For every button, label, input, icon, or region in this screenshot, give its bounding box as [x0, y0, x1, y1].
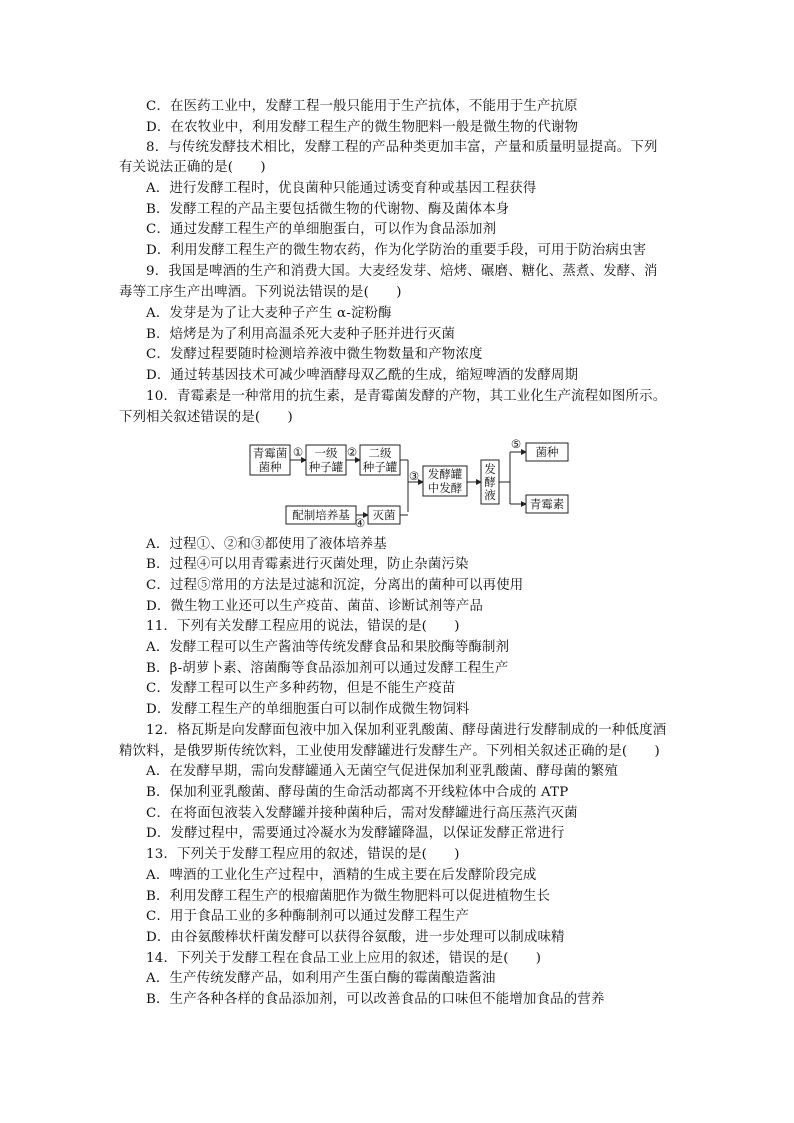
q13-option-c: C．用于食品工业的多种酶制剂可以通过发酵工程生产: [146, 909, 470, 924]
box-strain-recovered: [526, 443, 568, 461]
q12-stem: 12．格瓦斯是向发酵面包液中加入保加利亚乳酸菌、酵母菌进行发酵制成的一种低度酒: [146, 723, 667, 738]
q10-option-a: A．过程①、②和③都使用了液体培养基: [146, 537, 387, 552]
q12-option-a: A．在发酵早期，需向发酵罐通入无菌空气促进保加利亚乳酸菌、酵母菌的繁殖: [146, 764, 618, 779]
q13-option-d: D．由谷氨酸棒状杆菌发酵可以获得谷氨酸，进一步处理可以制成味精: [146, 930, 565, 945]
box-secondary-seed-tank: [360, 445, 400, 475]
q14-stem: 14．下列关于发酵工程在食品工业上应用的叙述，错误的是( ): [146, 951, 542, 966]
q12-option-c: C．在将面包液装入发酵罐并接种菌种后，需对发酵罐进行高压蒸汽灭菌: [146, 806, 578, 821]
q9-option-c: C．发酵过程要随时检测培养液中微生物数量和产物浓度: [146, 347, 483, 362]
svg-text:灭菌: 灭菌: [372, 508, 396, 522]
svg-text:种子罐: 种子罐: [308, 460, 344, 474]
svg-text:酵: 酵: [484, 475, 496, 489]
svg-text:液: 液: [484, 488, 496, 502]
q9-option-b: B．焙烤是为了利用高温杀死大麦种子胚并进行灭菌: [146, 327, 456, 342]
q8-option-d: D．利用发酵工程生产的微生物农药，作为化学防治的重要手段，可用于防治病虫害: [146, 243, 647, 258]
svg-text:一级: 一级: [314, 446, 338, 460]
q14-option-b: B．生产各种各样的食品添加剂，可以改善食品的口味但不能增加食品的营养: [146, 992, 605, 1007]
svg-text:发酵罐: 发酵罐: [427, 467, 463, 481]
svg-text:青霉素: 青霉素: [529, 497, 565, 511]
q9-stem-cont: 毒等工序生产出啤酒。下列说法错误的是( ): [119, 285, 402, 300]
q7-option-c: C．在医药工业中，发酵工程一般只能用于生产抗体，不能用于生产抗原: [146, 99, 578, 114]
svg-text:二级: 二级: [368, 446, 392, 460]
box-prepare-medium: [286, 506, 356, 524]
q8-option-c: C．通过发酵工程生产的单细胞蛋白，可以作为食品添加剂: [146, 222, 497, 237]
svg-text:配制培养基: 配制培养基: [292, 508, 350, 522]
q10-option-c: C．过程⑤常用的方法是过滤和沉淀，分离出的菌种可以再使用: [146, 578, 524, 593]
q10-stem-cont: 下列相关叙述错误的是( ): [119, 410, 293, 425]
box-penicillium-strain: [250, 445, 290, 475]
svg-text:菌种: 菌种: [258, 460, 282, 474]
svg-text:青霉菌: 青霉菌: [252, 446, 288, 460]
q10-stem: 10．青霉素是一种常用的抗生素，是青霉菌发酵的产物，其工业化生产流程如图所示。: [146, 389, 667, 404]
step-5-label: ⑤: [510, 438, 522, 451]
q9-option-a: A．发芽是为了让大麦种子产生 α-淀粉酶: [146, 306, 392, 321]
q11-option-a: A．发酵工程可以生产酱油等传统发酵食品和果胶酶等酶制剂: [146, 640, 510, 655]
svg-text:菌种: 菌种: [535, 445, 559, 459]
step-4-label: ④: [354, 516, 366, 528]
box-fermentation-tank: [423, 466, 467, 496]
q14-option-a: A．生产传统发酵产品，如利用产生蛋白酶的霉菌酿造酱油: [146, 971, 496, 986]
q13-stem: 13．下列关于发酵工程应用的叙述，错误的是( ): [146, 847, 460, 862]
q13-option-a: A．啤酒的工业化生产过程中，酒精的生成主要在后发酵阶段完成: [146, 868, 537, 883]
svg-text:中发酵: 中发酵: [427, 481, 463, 495]
q9-stem: 9．我国是啤酒的生产和消费大国。大麦经发芽、焙烤、碾磨、糖化、蒸煮、发酵、消: [146, 264, 658, 279]
step-3-label: ③: [408, 469, 420, 483]
q12-stem-cont: 精饮料，是俄罗斯传统饮料，工业使用发酵罐进行发酵生产。下列相关叙述正确的是( ): [119, 744, 660, 759]
step-1-label: ①: [292, 445, 304, 459]
q8-option-a: A．进行发酵工程时，优良菌种只能通过诱变育种或基因工程获得: [146, 181, 537, 196]
q12-option-b: B．保加利亚乳酸菌、酵母菌的生命活动都离不开线粒体中合成的 ATP: [146, 785, 569, 800]
q9-option-d: D．通过转基因技术可减少啤酒酵母双乙酰的生成，缩短啤酒的发酵周期: [146, 368, 579, 383]
box-sterilization: [368, 506, 400, 524]
q8-option-b: B．发酵工程的产品主要包括微生物的代谢物、酶及菌体本身: [146, 202, 510, 217]
q10-option-d: D．微生物工业还可以生产疫苗、菌苗、诊断试剂等产品: [146, 599, 484, 614]
q13-option-b: B．利用发酵工程生产的根瘤菌肥作为微生物肥料可以促进植物生长: [146, 889, 551, 904]
q11-stem: 11．下列有关发酵工程应用的说法，错误的是( ): [146, 619, 460, 634]
box-primary-seed-tank: [306, 445, 346, 475]
box-penicillin-product: [526, 495, 568, 513]
q8-stem-cont: 有关说法正确的是( ): [119, 160, 266, 175]
svg-text:发: 发: [484, 462, 496, 476]
q11-option-b: B．β-胡萝卜素、溶菌酶等食品添加剂可以通过发酵工程生产: [146, 661, 509, 676]
penicillin-process-diagram: [248, 438, 578, 528]
svg-text:种子罐: 种子罐: [362, 460, 398, 474]
q8-stem: 8．与传统发酵技术相比，发酵工程的产品种类更加丰富，产量和质量明显提高。下列: [146, 140, 658, 155]
box-fermentation-broth: [481, 460, 499, 504]
q11-option-c: C．发酵工程可以生产多种药物，但是不能生产疫苗: [146, 681, 456, 696]
q11-option-d: D．发酵工程生产的单细胞蛋白可以制作成微生物饲料: [146, 702, 470, 717]
q10-option-b: B．过程④可以用青霉素进行灭菌处理，防止杂菌污染: [146, 557, 469, 572]
step-2-label: ②: [346, 445, 358, 459]
q7-option-d: D．在农牧业中，利用发酵工程生产的微生物肥料一般是微生物的代谢物: [146, 120, 579, 135]
q12-option-d: D．发酵过程中，需要通过冷凝水为发酵罐降温，以保证发酵正常进行: [146, 826, 565, 841]
